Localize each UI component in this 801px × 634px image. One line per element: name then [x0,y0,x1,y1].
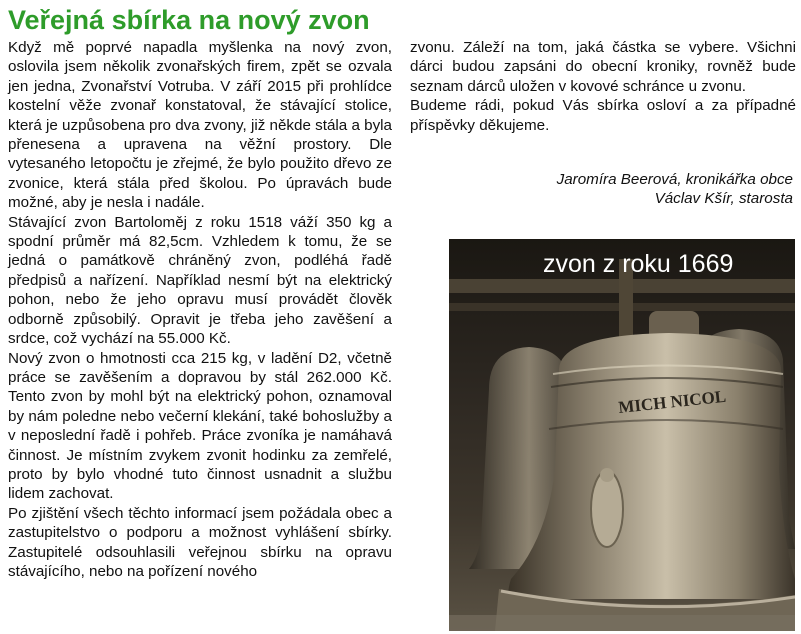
bell-inscription: MICH NICOL [617,386,727,417]
bell-photo [449,239,795,631]
photo-caption: zvon z roku 1669 [543,250,734,278]
signature-mayor: Václav Kšír, starosta [654,190,793,208]
bell-illustration [449,239,795,631]
signature-block [407,170,793,209]
article-title: Veřejná sbírka na nový zvon [8,5,370,35]
paragraph-collection: Po zjištění všech těchto informací jsem požádala obec a zastupitelstvo o podporu a možnost vyhlášení sbírky. Zastupitelé odsouhlasili veřejnou sbírku na opravu stávajícího, nebo na pořízení nového [8,504,392,580]
paragraph-thanks: Budeme rádi, pokud Vás sbírka osloví a za případné příspěvky děkujeme. [410,97,796,134]
paragraph-donors: zvonu. Záleží na tom, jaká částka se vybere. Všichni dárci budou zapsáni do obecní kroniky, rovněž bude seznam dárců uložen v kovové schránce u zvonu. [410,39,796,95]
left-column [8,38,392,581]
paragraph-new-bell: Nový zvon o hmotnosti cca 215 kg, v ladění D2, včetně práce se zavěšením a dopravou by stál 262.000 Kč. Tento zvon by mohl být na elektrický pohon, oznamoval by nám poledne nebo večerní klekání, také bohoslužby a v neposlední řadě i pohřeb. Práce zvoníka je namáhavá činnost. Je místním zvykem zvonit hodinku za zemřelé, proto by bylo vhodné tuto činnost usnadnit a službu lidem zachovat. [8,349,392,503]
paragraph-intro: Když mě poprvé napadla myšlenka na nový zvon, oslovila jsem několik zvonařských firem, zpět se ozvala jen jedna, Zvonařství Votruba. V září 2015 při prohlídce kostelní věže zvonař konstatoval, že stávající stolice, která je uzpůsobena pro dva zvony, již někde stála a byla přenesena a upravena na věžní prostory. Dle vytesaného letopočtu je zřejmé, že bylo použito dřevo ze zvonice, která stála před školou. Po úpravách bude možné, aby je nesla i nadále. [8,39,392,212]
paragraph-old-bell: Stávající zvon Bartoloměj z roku 1518 váží 350 kg a spodní průměr má 82,5cm. Vzhledem k tomu, že se jedná o památkově chráněný zvon, podléhá řadě předpisů a nařízení. Například nesmí být na elektrický pohon, nebo že jeho opravu musí provádět člověk odborně způsobilý. Opravit je třeba jeho zavěšení a srdce, což vychází na 55.000 Kč. [8,213,392,348]
right-column [410,38,796,135]
signature-chronicler: Jaromíra Beerová, kronikářka obce [556,171,793,188]
